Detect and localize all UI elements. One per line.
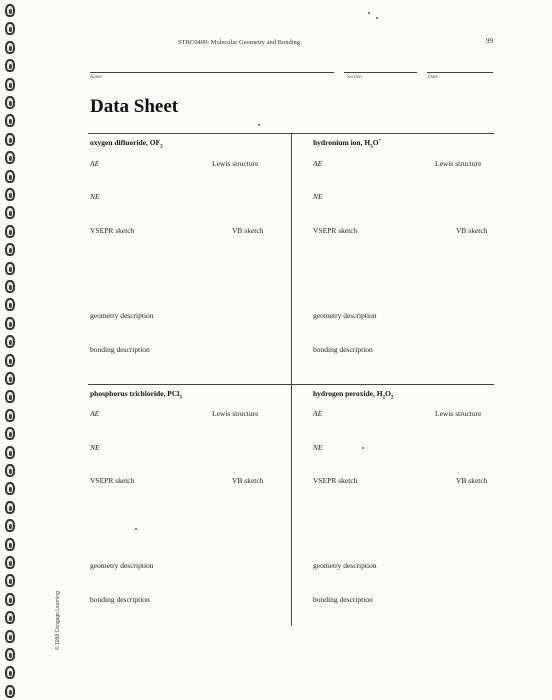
ae-label: AE <box>90 409 100 418</box>
date-line <box>427 72 493 73</box>
bonding-label: bonding description <box>313 345 373 354</box>
ae-label: AE <box>90 159 100 168</box>
binding-ring <box>5 243 15 256</box>
copyright-notice: © 1998 Cengage Learning <box>55 591 61 650</box>
binding-ring <box>5 648 15 661</box>
binding-ring <box>5 4 15 17</box>
binding-ring <box>5 151 15 164</box>
binding-ring <box>5 666 15 679</box>
ne-label: NE <box>313 192 323 201</box>
binding-ring <box>5 372 15 385</box>
binding-ring <box>5 685 15 698</box>
vb-label: VB sketch <box>232 476 264 485</box>
binding-ring <box>5 390 15 403</box>
binding-ring <box>5 317 15 330</box>
binding-ring <box>5 335 15 348</box>
vsepr-label: VSEPR sketch <box>90 226 135 235</box>
running-head: STRC0409: Molecular Geometry and Bonding <box>178 39 301 46</box>
scan-speck <box>368 12 370 14</box>
geometry-label: geometry description <box>90 561 154 570</box>
section-line <box>344 72 417 73</box>
binding-ring <box>5 464 15 477</box>
binding-ring <box>5 206 15 219</box>
binding-ring <box>5 611 15 624</box>
binding-ring <box>5 501 15 514</box>
lewis-label: Lewis structure <box>435 409 482 418</box>
ae-label: AE <box>313 409 323 418</box>
name-label: Name <box>90 75 102 80</box>
grid-vertical-rule <box>291 133 292 626</box>
bonding-label: bonding description <box>90 345 150 354</box>
binding-ring <box>5 482 15 495</box>
spiral-binding <box>0 0 22 700</box>
binding-ring <box>5 409 15 422</box>
binding-ring <box>5 262 15 275</box>
page-title: Data Sheet <box>90 96 179 117</box>
binding-ring <box>5 538 15 551</box>
compound-title: phosphorus trichloride, PCl$_3$ <box>90 389 182 401</box>
vsepr-label: VSEPR sketch <box>313 476 358 485</box>
binding-ring <box>5 22 15 35</box>
ae-label: AE <box>313 159 323 168</box>
compound-title: hydronium ion, $H_3O^+$ <box>313 138 382 150</box>
binding-ring <box>5 427 15 440</box>
binding-ring <box>5 170 15 183</box>
binding-ring <box>5 188 15 201</box>
binding-ring <box>5 354 15 367</box>
binding-ring <box>5 593 15 606</box>
binding-ring <box>5 280 15 293</box>
compound-title: oxygen difluoride, $OF_2$ <box>90 138 163 150</box>
binding-ring <box>5 225 15 238</box>
binding-ring <box>5 114 15 127</box>
lewis-label: Lewis structure <box>212 409 259 418</box>
lewis-label: Lewis structure <box>212 159 259 168</box>
binding-ring <box>5 41 15 54</box>
binding-ring <box>5 78 15 91</box>
name-line <box>90 72 334 73</box>
scan-speck <box>258 124 260 126</box>
geometry-label: geometry description <box>313 561 377 570</box>
section-label: Section <box>347 75 362 80</box>
ne-label: NE <box>90 443 100 452</box>
binding-ring <box>5 133 15 146</box>
bonding-label: bonding description <box>90 595 150 604</box>
binding-ring <box>5 96 15 109</box>
vsepr-label: VSEPR sketch <box>90 476 135 485</box>
geometry-label: geometry description <box>313 311 377 320</box>
binding-ring <box>5 446 15 459</box>
binding-ring <box>5 298 15 311</box>
ne-label: NE <box>90 192 100 201</box>
bonding-label: bonding description <box>313 595 373 604</box>
vb-label: VB sketch <box>232 226 264 235</box>
scan-speck <box>362 447 364 449</box>
compound-title: hydrogen peroxide, $H_2O_2$ <box>313 389 394 401</box>
date-label: Date <box>428 75 438 80</box>
scan-speck <box>376 17 378 19</box>
geometry-label: geometry description <box>90 311 154 320</box>
vsepr-label: VSEPR sketch <box>313 226 358 235</box>
binding-ring <box>5 630 15 643</box>
vb-label: VB sketch <box>456 476 488 485</box>
vb-label: VB sketch <box>456 226 488 235</box>
ne-label: NE <box>313 443 323 452</box>
binding-ring <box>5 519 15 532</box>
binding-ring <box>5 574 15 587</box>
page-number: 99 <box>486 37 493 45</box>
scan-speck <box>135 528 137 530</box>
lewis-label: Lewis structure <box>435 159 482 168</box>
binding-ring <box>5 556 15 569</box>
binding-ring <box>5 59 15 72</box>
